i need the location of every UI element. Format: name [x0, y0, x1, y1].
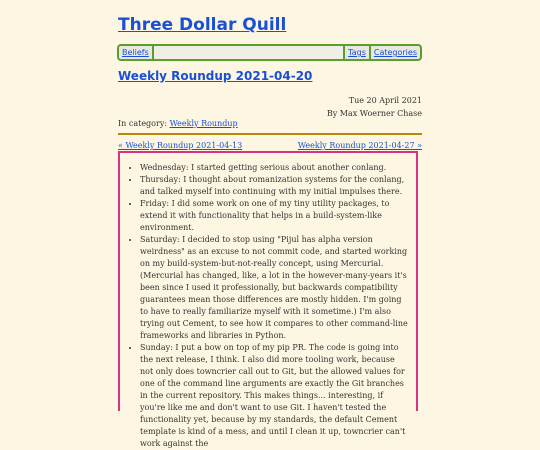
- roundup-list: [120, 153, 416, 450]
- next-post-link[interactable]: Weekly Roundup 2021-04-27 »: [297, 141, 422, 150]
- section-divider: [118, 133, 422, 135]
- post-meta: [327, 94, 422, 120]
- category-link[interactable]: Weekly Roundup: [169, 119, 238, 128]
- prev-post-link[interactable]: « Weekly Roundup 2021-04-13: [118, 141, 243, 150]
- top-nav: [117, 44, 422, 61]
- list-item: • Wednesday: I started getting serious about another conlang.: [140, 162, 408, 174]
- list-item: • Sunday: I put a bow on top of my pip PR. The code is going into the next release, I think. I also did more tooling work, because not only does towncrier call out to Git, but the allowed values for one of the command line arguments are exactly the Git branches in the current repository. This makes things... interesting, if you're like me and don't want to use Git. I haven't tested the functionality yet, because by my standards, the default Cement template is kind of a mess, and until I clean it up, towncrier can't work against the: [140, 342, 408, 450]
- post-author: By Max Woerner Chase: [326, 109, 422, 118]
- post-date: Tue 20 April 2021: [348, 96, 422, 105]
- nav-spacer: [154, 46, 343, 59]
- nav-tags-link[interactable]: Tags: [348, 48, 366, 57]
- list-item: • Saturday: I decided to stop using "Pijul has alpha version weirdness" as an excuse to not commit code, and started working on my build-system-but-not-really concept, using Mercurial. (Mercurial has changed, like, a lot in the however-many-years it's been since I used it professionally, but backwards compatibility guarantees mean those differences are mostly hidden. I'm going to have to really familiarize myself with it sometime.) I'm also trying out Cement, to see how it compares to other command-line frameworks and libraries in Python.: [140, 234, 408, 342]
- nav-categories-link[interactable]: Categories: [373, 48, 417, 57]
- post-content: [118, 151, 418, 448]
- category-prefix: In category:: [118, 119, 170, 128]
- post-category: [118, 118, 238, 129]
- post-title-link[interactable]: Weekly Roundup 2021-04-20: [118, 69, 313, 83]
- list-item: • Thursday: I thought about romanization systems for the conlang, and talked myself into continuing with my initial impulses there.: [140, 174, 408, 198]
- list-item: • Friday: I did some work on one of my tiny utility packages, to extend it with functionality that helps in a build-system-like environment.: [140, 198, 408, 234]
- nav-beliefs-link[interactable]: Beliefs: [122, 48, 149, 57]
- site-title-link[interactable]: Three Dollar Quill: [118, 15, 287, 35]
